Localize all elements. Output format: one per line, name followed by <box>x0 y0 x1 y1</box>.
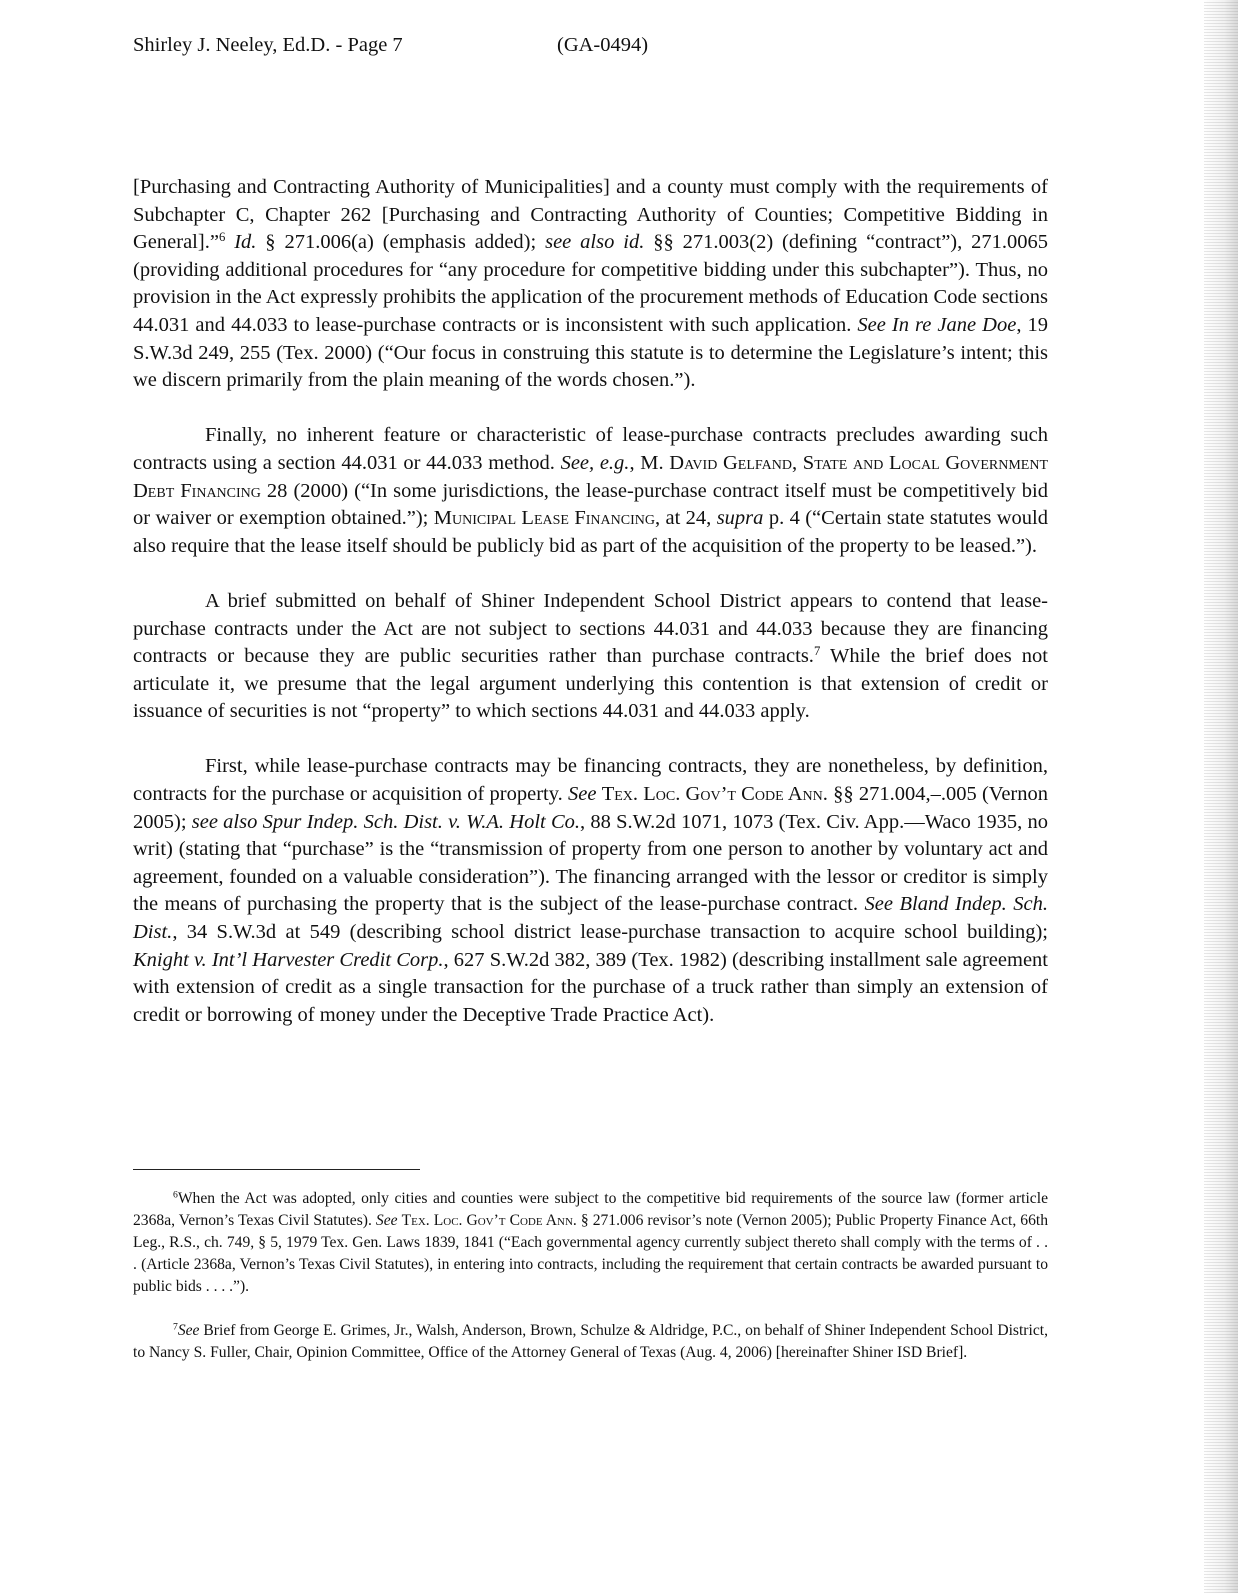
text-run: , 627 S.W.2d 382, 389 (Tex. 1982) (describing installment sale agreement with extension of credit as a single transaction for the purchase of a truck rather than simply an extension of credit or borrowing of money under the Deceptive Trade Practice Act). <box>133 948 1048 1026</box>
body-text <box>133 174 1048 1057</box>
text-run: See In re Jane Doe <box>857 313 1017 336</box>
text-run: Knight v. Int’l Harvester Credit Corp. <box>133 948 444 971</box>
text-run: p. 4 (“Certain state statutes would also require that the lease itself should be publicly bid as part of the acquisition of the property to be leased.”). <box>133 507 1048 557</box>
footnote <box>133 1320 1048 1364</box>
text-run: See <box>375 1212 398 1229</box>
page-header-title: Shirley J. Neeley, Ed.D. - Page 7 <box>133 34 403 56</box>
text-run: Id. <box>234 231 257 254</box>
footnote-marker: 6 <box>218 230 226 245</box>
text-run: § 271.006(a) (emphasis added); <box>256 231 546 254</box>
text-run: §§ 271.003(2) (defining “contract”), 271.0065 (providing additional procedures for “any procedure for competitive bidding under this subchapter”). Thus, no provision in the Act expressly prohibits the application of the procurement methods of Education Code sections 44.031 and 44.033 to lease-purchase contracts or is inconsistent with such application. <box>133 231 1049 336</box>
text-run: Brief from George E. Grimes, Jr., Walsh, Anderson, Brown, Schulze & Aldridge, P.C., on behalf of Shiner Independent School District, to Nancy S. Fuller, Chair, Opinion Committee, Office of the Attorney General of Texas (Aug. 4, 2006) [hereinafter Shiner ISD Brief]. <box>133 1322 1048 1361</box>
text-run: [Purchasing and Contracting Authority of Municipalities] and a county must comply with the requirements of Subchapter C, Chapter 262 [Purchasing and Contracting Authority of Counties; Competitive Bidding in General].” <box>133 176 1048 254</box>
text-run: Municipal Lease Financing <box>433 507 655 530</box>
scan-edge-artifact <box>1204 0 1238 1593</box>
footnote-marker: 7 <box>173 1321 178 1333</box>
paragraph <box>133 422 1048 560</box>
text-run: Tex. Loc. Gov’t Code Ann. <box>601 783 828 806</box>
text-run: M. David Gelfand, State and Local Government Debt Financing <box>133 451 1049 502</box>
text-run: §§ 271.004,–.005 (Vernon 2005); <box>133 783 1048 833</box>
footnote-divider <box>133 1169 420 1170</box>
text-run: See, e.g. <box>560 451 630 474</box>
opinion-number: (GA-0494) <box>557 34 649 56</box>
text-run: See <box>177 1322 200 1339</box>
text-run: Tex. Loc. Gov’t Code Ann. <box>401 1212 577 1229</box>
text-run: , 34 S.W.3d at 549 (describing school district lease-purchase transaction to acquire school building); <box>172 921 1048 944</box>
text-run: See Bland Indep. Sch. Dist. <box>133 893 1048 944</box>
text-run: 28 (2000) (“In some jurisdictions, the lease-purchase contract itself must be competitively bid or waiver or exemption obtained.”); <box>133 479 1048 530</box>
footnotes <box>133 1188 1048 1386</box>
text-run: see also id. <box>545 231 645 254</box>
footnote-marker: 7 <box>813 644 821 659</box>
text-run: When the Act was adopted, only cities and counties were subject to the competitive bid requirements of the source law (former article 2368a, Vernon’s Texas Civil Statutes). <box>133 1190 1048 1229</box>
paragraph <box>133 174 1048 395</box>
text-run: § 271.006 revisor’s note (Vernon 2005); Public Property Finance Act, 66th Leg., R.S., ch. 749, § 5, 1979 Tex. Gen. Laws 1839, 1841 (“Each governmental agency currently subject thereto shall comply with the terms of . . . (Article 2368a, Vernon’s Texas Civil Statutes), in entering into contracts, including the requirement that certain contracts be awarded pursuant to public bids . . . .”). <box>133 1212 1048 1295</box>
text-run <box>225 231 234 253</box>
paragraph <box>133 588 1048 726</box>
paragraph <box>133 753 1048 1029</box>
text-run: First, while lease-purchase contracts may be financing contracts, they are nonetheless, by definition, contracts for the purchase or acquisition of property. <box>133 755 1048 806</box>
text-run: supra <box>716 507 764 530</box>
text-run: Finally, no inherent feature or characteristic of lease-purchase contracts precludes awarding such contracts using a section 44.031 or 44.033 method. <box>133 424 1048 474</box>
text-run: See <box>568 783 597 806</box>
text-run: , 19 S.W.3d 249, 255 (Tex. 2000) (“Our focus in construing this statute is to determine the Legislature’s intent; this we discern primarily from the plain meaning of the words chosen.”). <box>133 313 1048 392</box>
text-run: , <box>629 451 641 474</box>
text-run: see also Spur Indep. Sch. Dist. v. W.A. Holt Co. <box>191 810 581 833</box>
text-run: , 88 S.W.2d 1071, 1073 (Tex. Civ. App.—Waco 1935, no writ) (stating that “purchase” is the “transmission of property from one person to another by voluntary act and agreement, founded on a valuable consideration”). The financing arranged with the lessor or creditor is simply the means of purchasing the property that is the subject of the lease-purchase contract. <box>133 810 1048 916</box>
text-run: A brief submitted on behalf of Shiner Independent School District appears to contend that lease-purchase contracts under the Act are not subject to sections 44.031 and 44.033 because they are financing contracts or because they are public securities rather than purchase contracts. <box>133 589 1048 668</box>
text-run: , at 24, <box>654 507 717 530</box>
footnote <box>133 1188 1048 1298</box>
footnote-marker: 6 <box>173 1189 178 1201</box>
text-run: While the brief does not articulate it, we presume that the legal argument underlying this contention is that extension of credit or issuance of securities is not “property” to which sections 44.031 and 44.033 apply. <box>133 645 1049 723</box>
